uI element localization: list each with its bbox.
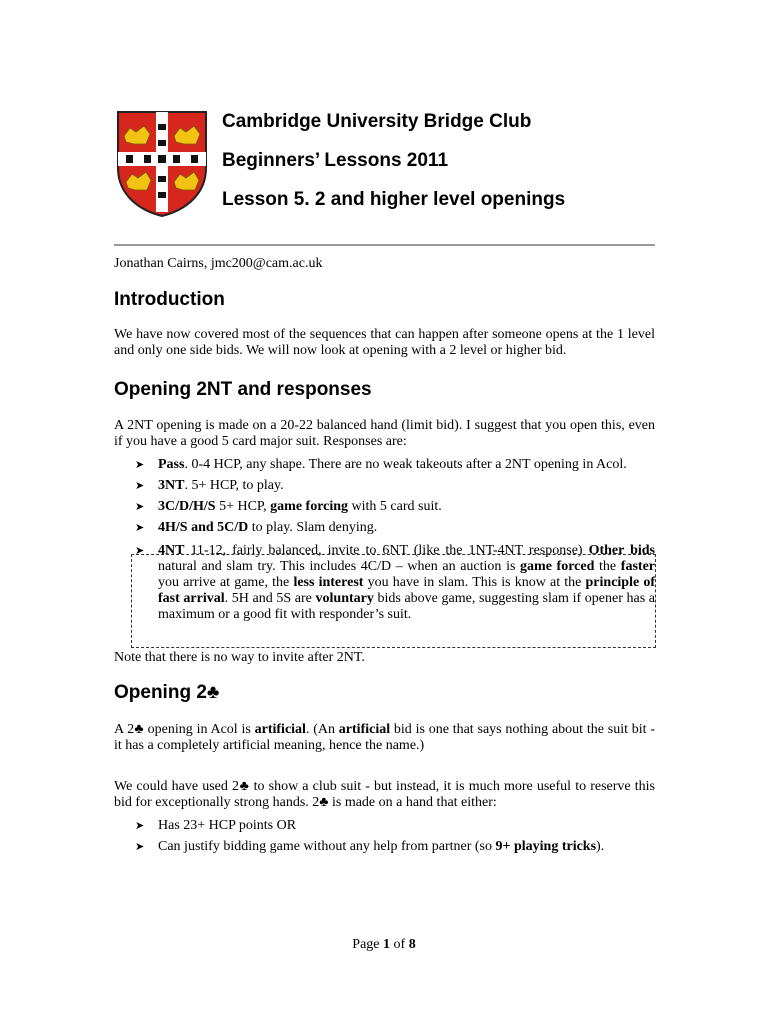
list-item xyxy=(114,457,655,473)
bullet-arrow-icon: ➤ xyxy=(135,459,145,471)
principle-of-fast-arrival-term: principle of fast arrival xyxy=(158,575,655,606)
less-interest-term: less interest xyxy=(293,575,364,590)
condition-game-end: ). xyxy=(596,839,605,854)
list-item xyxy=(114,818,655,834)
artificial-term: artificial xyxy=(338,722,391,737)
game-forcing-term: game forcing xyxy=(270,499,349,514)
other-bids-text: . 5H and 5S are xyxy=(224,591,316,606)
club-title: Cambridge University Bridge Club xyxy=(222,111,532,132)
highlighted-box xyxy=(131,554,656,648)
4nt-term: 4NT xyxy=(158,543,185,558)
other-bids-text: you arrive at game, the xyxy=(158,575,294,590)
list-item xyxy=(114,478,655,494)
4-major-5-minor-term: 4H/S and 5C/D xyxy=(158,520,249,535)
condition-game: Can justify bidding game without any help from partner (so xyxy=(158,839,496,854)
3nt-description: . 5+ HCP, to play. xyxy=(184,478,284,493)
other-bids-text: you have in slam. This is know at the xyxy=(363,575,586,590)
bullet-arrow-icon: ➤ xyxy=(135,545,145,557)
game-forced-term: game forced xyxy=(520,559,595,574)
bullet-arrow-icon: ➤ xyxy=(135,841,145,853)
opening-2nt-heading: Opening 2NT and responses xyxy=(114,379,372,400)
other-bids-text: the xyxy=(594,559,621,574)
page-of: of xyxy=(390,937,409,952)
faster-term: faster xyxy=(620,559,655,574)
page-number: 1 xyxy=(383,937,391,952)
bullet-arrow-icon: ➤ xyxy=(135,480,145,492)
3nt-term: 3NT xyxy=(158,478,185,493)
other-bids-text: natural and slam try. This includes 4C/D – when an auction is xyxy=(158,559,521,574)
page-footer xyxy=(0,937,768,953)
para-text: bid is one that says nothing about the suit bit - it has a completely artificial meaning, hence the name.) xyxy=(114,722,655,753)
3-suit-hcp: 5+ HCP, xyxy=(215,499,271,514)
opening-2c-heading: Opening 2♣ xyxy=(114,682,220,703)
introduction-paragraph: We have now covered most of the sequences that can happen after someone opens at the 1 level and only one side bids. We will now look at opening with a 2 level or higher bid. xyxy=(114,327,655,358)
bullet-arrow-icon: ➤ xyxy=(135,820,145,832)
3-suit-description: with 5 card suit. xyxy=(348,499,442,514)
para-text: A 2♣ opening in Acol is xyxy=(114,722,255,737)
opening-2c-paragraph-2: We could have used 2♣ to show a club suit - but instead, it is much more useful to reserve this bid for exceptionally strong hands. 2♣ is made on a hand that either: xyxy=(114,779,655,810)
list-item xyxy=(114,499,655,515)
header-divider xyxy=(114,244,655,246)
3-suit-term: 3C/D/H/S xyxy=(158,499,216,514)
cambridge-university-crest-icon xyxy=(116,110,208,218)
introduction-heading: Introduction xyxy=(114,289,225,310)
author-line: Jonathan Cairns, jmc200@cam.ac.uk xyxy=(114,256,323,271)
bullet-arrow-icon: ➤ xyxy=(135,501,145,513)
course-title: Beginners’ Lessons 2011 xyxy=(222,150,449,171)
voluntary-term: voluntary xyxy=(315,591,374,606)
para-text: . (An xyxy=(305,722,339,737)
pass-description: . 0-4 HCP, any shape. There are no weak takeouts after a 2NT opening in Acol. xyxy=(184,457,627,472)
note-2nt: Note that there is no way to invite after 2NT. xyxy=(114,650,365,665)
list-item xyxy=(114,839,655,855)
page-label: Page xyxy=(352,937,384,952)
4nt-description: 11-12, fairly balanced, invite to 6NT (like the 1NT-4NT response) xyxy=(184,543,583,558)
other-bids-term: Other bids xyxy=(588,543,655,558)
artificial-term: artificial xyxy=(254,722,306,737)
4-major-5-minor-description: to play. Slam denying. xyxy=(248,520,378,535)
opening-2nt-paragraph: A 2NT opening is made on a 20-22 balanced hand (limit bid). I suggest that you open this, even if you have a good 5 card major suit. Responses are: xyxy=(114,418,655,449)
bullet-arrow-icon: ➤ xyxy=(135,522,145,534)
page-total: 8 xyxy=(408,937,416,952)
condition-hcp: Has 23+ HCP points OR xyxy=(158,818,297,833)
lesson-title: Lesson 5. 2 and higher level openings xyxy=(222,189,566,210)
pass-term: Pass xyxy=(158,457,185,472)
other-bids-text: bids above game, suggesting slam if opener has a maximum or a good fit with responder’s suit. xyxy=(158,591,656,622)
2c-conditions-list xyxy=(114,818,655,855)
playing-tricks-term: 9+ playing tricks xyxy=(495,839,597,854)
opening-2c-paragraph-1 xyxy=(114,722,655,754)
list-item xyxy=(114,520,655,536)
